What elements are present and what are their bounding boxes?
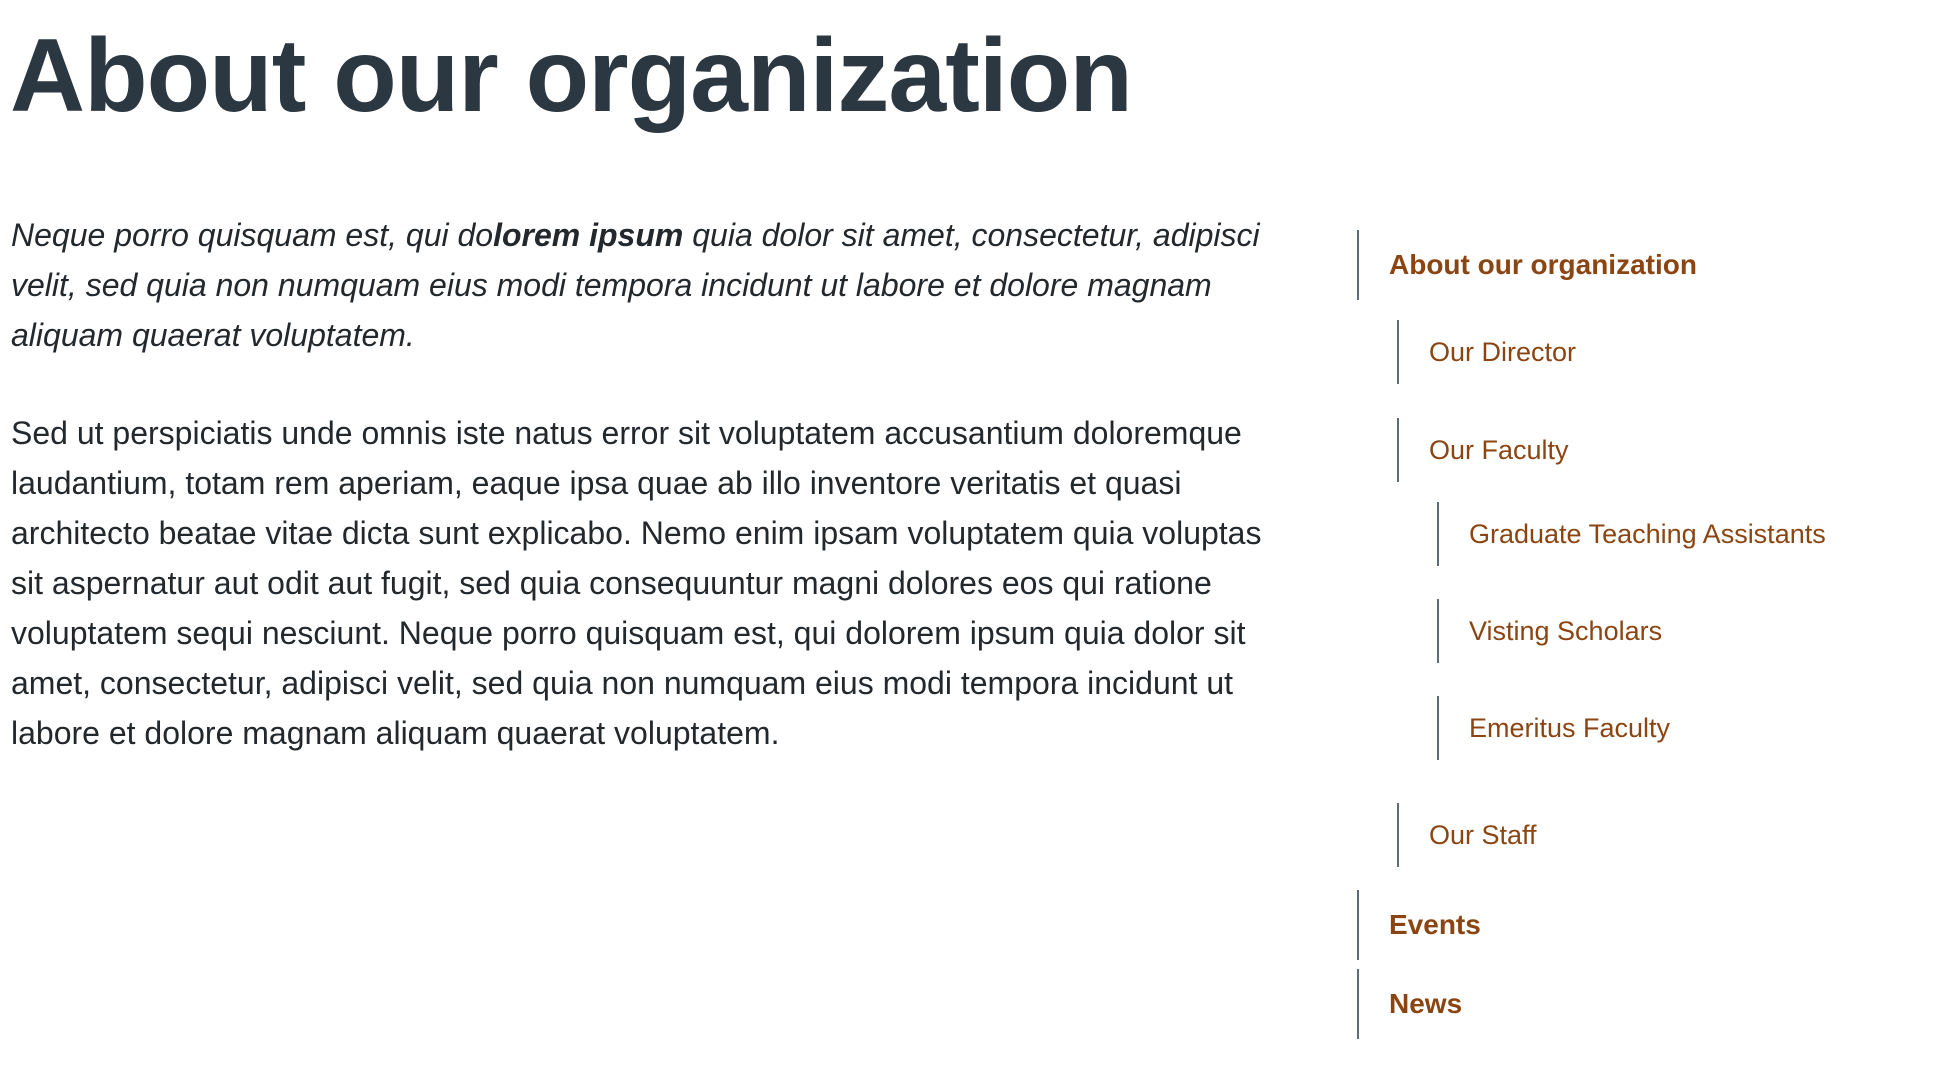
intro-emphasis: lorem ipsum [493,217,684,253]
intro-text-start: Neque porro quisquam est, qui do [11,217,494,253]
sidebar-item-label: Emeritus Faculty [1469,712,1671,743]
sidebar-item-label: Our Staff [1429,819,1537,850]
sidebar-item-label: Visting Scholars [1469,615,1663,646]
sidebar-item-label: Events [1389,909,1481,940]
sidebar-item-visting-scholars[interactable] [1437,599,1662,663]
sidebar-item-label: Our Director [1429,336,1577,367]
sidebar-item-our-staff[interactable] [1397,803,1537,867]
main-content [11,210,1301,758]
sidebar-item-our-faculty[interactable] [1397,418,1569,482]
sidebar-item-news[interactable] [1357,969,1462,1039]
sidebar-item-our-director[interactable] [1397,320,1576,384]
sidebar-item-graduate-teaching-assistants[interactable] [1437,502,1826,566]
sidebar-item-label: Graduate Teaching Assistants [1469,518,1826,549]
sidebar-item-emeritus-faculty[interactable] [1437,696,1670,760]
page-title: About our organization [10,18,1132,134]
sidebar-item-label: About our organization [1389,249,1697,280]
intro-paragraph [11,210,1301,360]
body-paragraph: Sed ut perspiciatis unde omnis iste natus error sit voluptatem accusantium doloremque laudantium, totam rem aperiam, eaque ipsa quae ab illo inventore veritatis et quasi architecto beatae vitae dicta sunt explicabo. Nemo enim ipsam voluptatem quia voluptas sit aspernatur aut odit aut fugit, sed quia consequuntur magni dolores eos qui ratione voluptatem sequi nesciunt. Neque porro quisquam est, qui dolorem ipsum quia dolor sit amet, consectetur, adipisci velit, sed quia non numquam eius modi tempora incidunt ut labore et dolore magnam aliquam quaerat voluptatem. [11,415,1262,751]
sidebar-item-label: Our Faculty [1429,434,1569,465]
sidebar-item-events[interactable] [1357,890,1481,960]
sidebar-item-about[interactable] [1357,230,1697,300]
intro-text-end: quia dolor sit amet, consectetur, adipisci velit, sed quia non numquam eius modi tempora incidunt ut labore et dolore magnam aliquam quaerat voluptatem. [11,217,1260,353]
sidebar-item-label: News [1389,988,1463,1019]
